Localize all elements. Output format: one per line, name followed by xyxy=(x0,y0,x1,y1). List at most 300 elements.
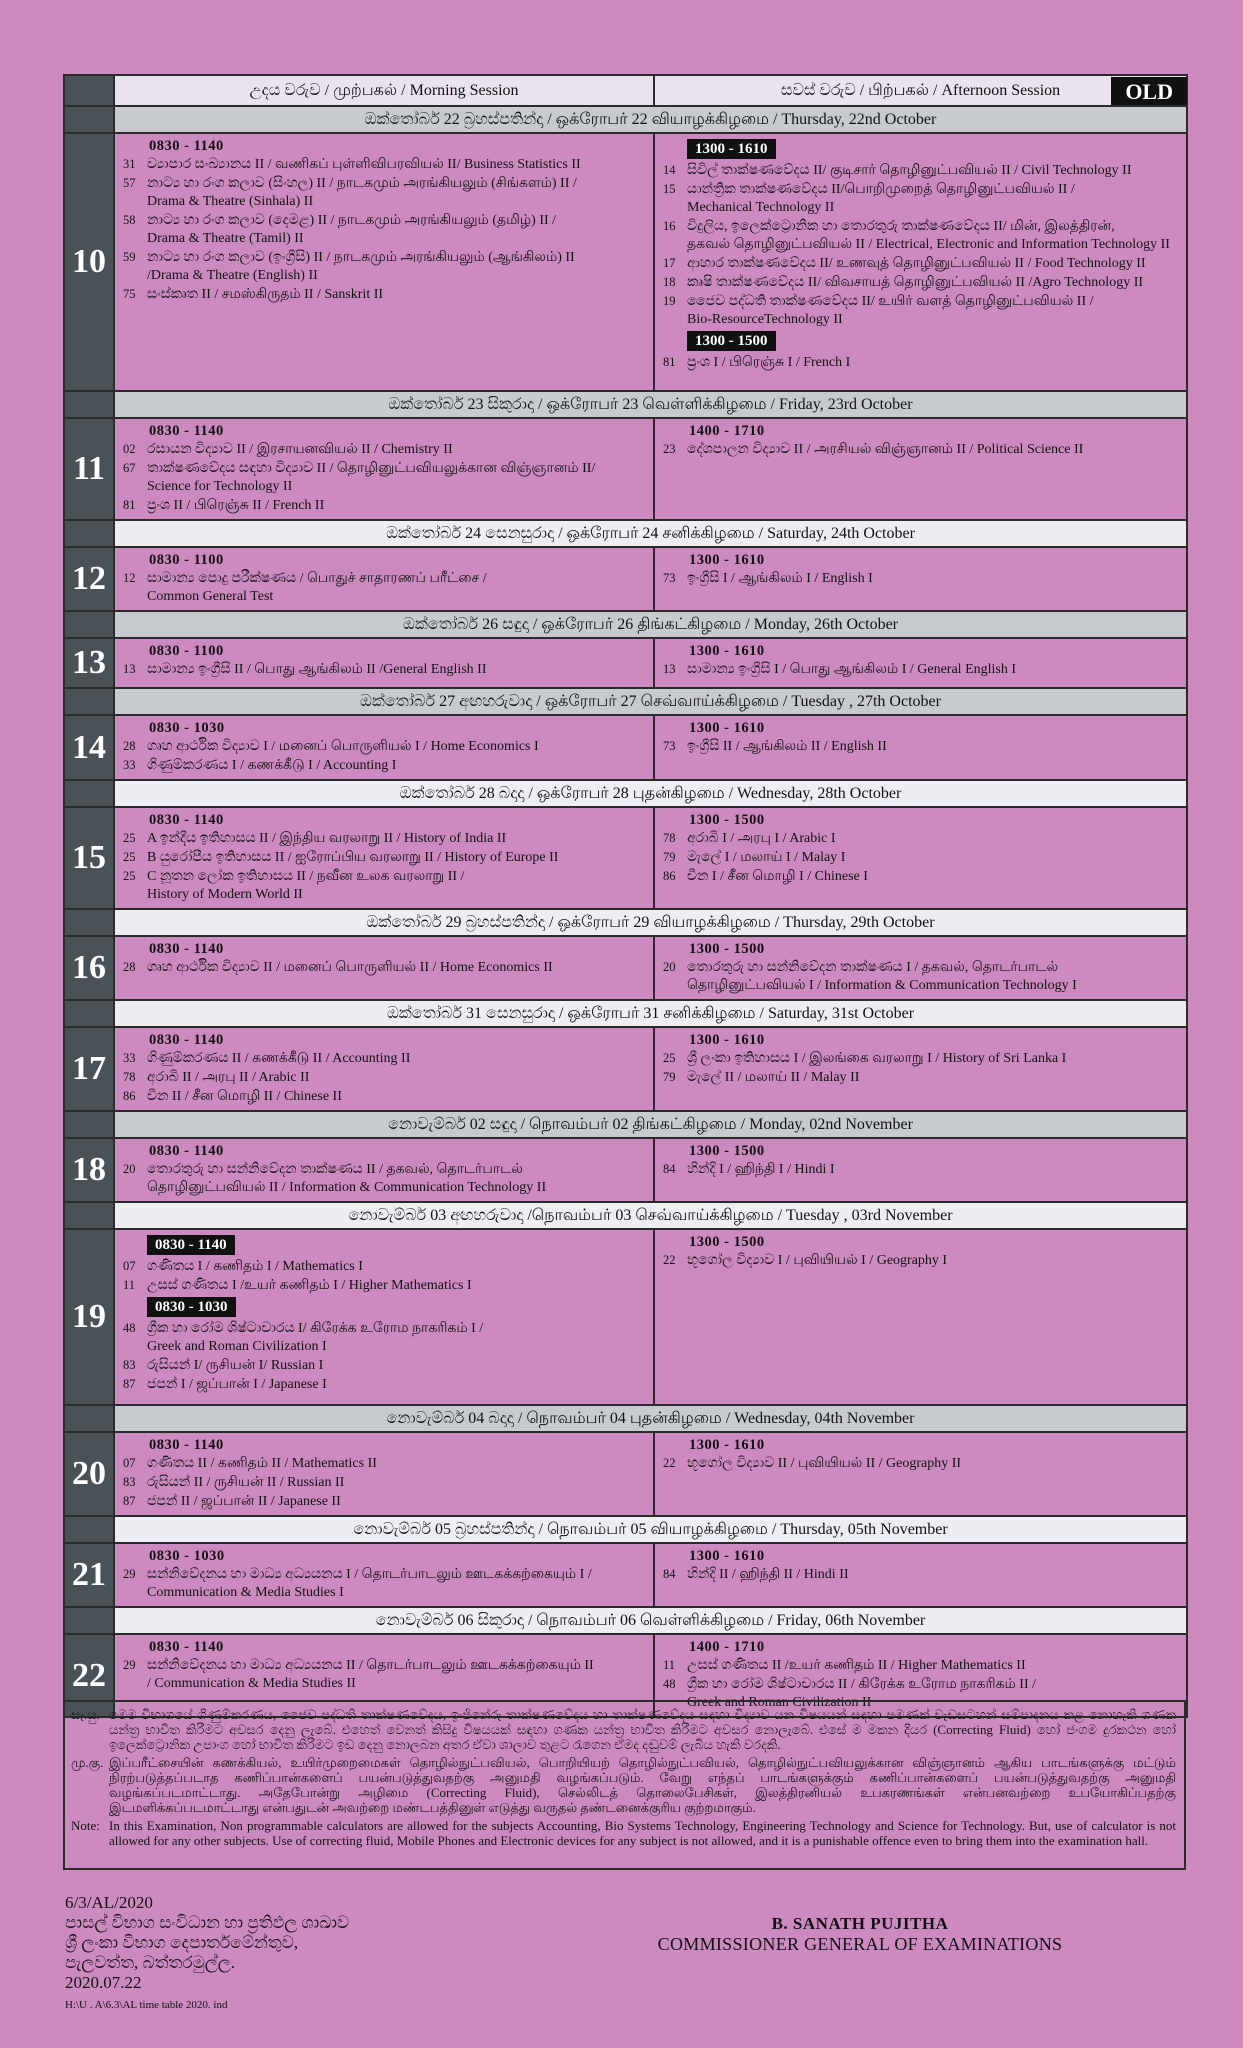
subject-line xyxy=(123,867,647,886)
subject-line xyxy=(663,254,1180,273)
date-row xyxy=(64,106,1187,133)
subject-code: 22 xyxy=(663,1456,676,1470)
date-row-gutter xyxy=(64,611,114,638)
session-row xyxy=(64,638,1187,688)
afternoon-session-header-cell xyxy=(654,75,1187,106)
day-number: 20 xyxy=(64,1432,114,1516)
date-row-gutter xyxy=(64,1202,114,1229)
morning-session-cell xyxy=(114,418,654,520)
day-number: 22 xyxy=(64,1634,114,1717)
subject-name: ඉංග්‍රීසි II / ஆங்கிலம் II / English II xyxy=(687,739,887,754)
exam-date: ඔක්තෝබර් 29 බ්‍රහස්පතින්දා / ஒக்ரோபர் 29 வியாழக்கிழமை / Thursday, 29th October xyxy=(114,909,1187,936)
date-row-gutter xyxy=(64,1000,114,1027)
subject-name: අරාබි I / அரபு I / Arabic I xyxy=(687,831,836,846)
session-time: 1300 - 1610 xyxy=(689,720,765,736)
subject-line xyxy=(123,496,647,515)
office-line: ශ්‍රී ලංකා විභාග දෙපාර්තමේන්තුව, xyxy=(65,1933,299,1952)
subject-code: 79 xyxy=(663,1070,676,1084)
session-row xyxy=(64,1229,1187,1405)
morning-session-cell xyxy=(114,715,654,780)
subject-name-continued: Common General Test xyxy=(147,589,274,604)
afternoon-session-cell xyxy=(654,1138,1187,1202)
subject-code: 59 xyxy=(123,250,136,264)
session-time: 1300 - 1610 xyxy=(689,643,765,659)
subject-name-continued: Drama & Theatre (Sinhala) II xyxy=(147,194,314,209)
subject-line xyxy=(123,1087,647,1106)
subject-name: රුසියන් II / ருசியன் II / Russian II xyxy=(147,1475,345,1490)
subject-code: 58 xyxy=(123,213,136,227)
subject-line xyxy=(123,1257,647,1276)
office-line: පාසල් විභාග සංවිධාන හා ප්‍රතිඵල ශාඛාව xyxy=(65,1913,350,1932)
subject-line xyxy=(123,174,647,193)
subject-name: උසස් ගණිතය II /உயர் கணிதம் II / Higher Mathematics II xyxy=(687,1658,1026,1673)
session-time: 0830 - 1030 xyxy=(149,720,225,736)
session-time: 1400 - 1710 xyxy=(689,423,765,439)
subject-name-continued: தொழினுட்பவியல் I / Information & Communication Technology I xyxy=(687,978,1077,993)
morning-session-cell xyxy=(114,1138,654,1202)
session-time: 1300 - 1610 xyxy=(689,1548,765,1564)
session-row xyxy=(64,1138,1187,1202)
session-time: 1300 - 1500 xyxy=(689,941,765,957)
subject-line xyxy=(123,285,647,304)
session-row xyxy=(64,807,1187,909)
subject-code: 11 xyxy=(123,1278,136,1292)
file-reference: H:\U . A\6.3\AL time table 2020. ind xyxy=(65,1999,228,2011)
date-row xyxy=(64,520,1187,547)
afternoon-session-cell xyxy=(654,715,1187,780)
date-row-gutter xyxy=(64,1111,114,1138)
session-time: 0830 - 1140 xyxy=(149,138,224,154)
session-time: 0830 - 1140 xyxy=(149,1639,224,1655)
subject-name: සාමාන්‍ය පොදු පරීක්ෂණය / பொதுச் சாதாரணப் பரீட்சை / xyxy=(147,571,487,586)
subject-code: 73 xyxy=(663,739,676,753)
subject-line xyxy=(663,1656,1180,1675)
subject-code: 25 xyxy=(123,831,136,845)
exam-date: ඔක්තෝබර් 24 සෙනසුරාදා / ஒக்ரோபர் 24 சனிக்கிழமை / Saturday, 24th October xyxy=(114,520,1187,547)
subject-name: ආහාර තාක්ෂණවේදය II/ உணவுத் தொழினுட்பவியல் II / Food Technology II xyxy=(687,256,1146,271)
subject-line xyxy=(123,459,647,478)
subject-name: නාට්‍ය හා රංග කලාව (දෙමළ) II / நாடகமும் அரங்கியலும் (தமிழ்) II / xyxy=(147,213,557,228)
subject-code: 75 xyxy=(123,287,136,301)
subject-name: ගිණුම්කරණය I / கணக்கீடு I / Accounting I xyxy=(147,758,397,773)
morning-session-header: උදය වරුව / முற்பகல் / Morning Session xyxy=(114,75,654,106)
day-number: 15 xyxy=(64,807,114,909)
morning-session-cell xyxy=(114,133,654,391)
subject-code: 87 xyxy=(123,1494,136,1508)
subject-line xyxy=(663,161,1180,180)
note-label: மு.கு. xyxy=(71,1755,104,1770)
day-number: 16 xyxy=(64,936,114,1000)
subject-name: උසස් ගණිතය I /உயர் கணிதம் I / Higher Mathematics I xyxy=(147,1278,472,1293)
subject-line xyxy=(663,1565,1180,1584)
subject-line xyxy=(663,292,1180,311)
exam-date: නොවැම්බර් 05 බ්‍රහස්පතින්දා / நொவம்பர் 05 வியாழக்கிழமை / Thursday, 05th November xyxy=(114,1516,1187,1543)
subject-name-continued: Bio-ResourceTechnology II xyxy=(687,312,843,327)
subject-code: 33 xyxy=(123,758,136,772)
subject-name: B යුරෝපීය ඉතිහාසය II / ஐரோப்பிய வரலாறு II / History of Europe II xyxy=(147,850,559,865)
subject-name: සන්නිවේදනය හා මාධ්‍ය අධ්‍යයනය II / தொடர்பாடலும் ஊடகக்கற்கையும் II xyxy=(147,1658,594,1673)
subject-line xyxy=(663,440,1180,459)
subject-code: 81 xyxy=(663,355,676,369)
note-row xyxy=(71,1818,1176,1848)
session-row xyxy=(64,936,1187,1000)
subject-name-continued: Communication & Media Studies I xyxy=(147,1585,344,1600)
subject-name: ජපන් II / ஜப்பான் II / Japanese II xyxy=(147,1494,341,1509)
session-row xyxy=(64,547,1187,611)
subject-code: 12 xyxy=(123,571,136,585)
subject-line xyxy=(663,569,1180,588)
commissioner-name: B. SANATH PUJITHA xyxy=(771,1914,949,1933)
subject-line xyxy=(663,1160,1180,1179)
subject-line xyxy=(663,867,1180,886)
afternoon-session-cell xyxy=(654,1027,1187,1111)
note-text: இப்பரீட்சையின் கணக்கியல், உயிர்முறைமைகள் தொழில்நுட்பவியல், பொறியியற் தொழில்நுட்பவியல், தொழில்நுட்பவியலுக்கான விஞ்ஞானம் ஆகிய பாடங்களுக்கு மட்டும் நிரற்படுத்தப்படாத கணிப்பான்களைப் பயன்படுத்துவதற்கு அனுமதி வழங்கப்படும். வேறு எந்தப் பாடங்களுக்கும் கணிப்பான்களைப் பயன்படுத்துவதற்கு அனுமதி வழங்கப்படமாட்டாது. அதேபோன்று அழிமை (Correcting Fluid), செல்லிடத் தொலைபேசிகள், இலத்திரனியல் உபகரணங்கள் என்பனவற்றை உபயோகிப்பதற்கு இடமளிக்கப்படமாட்டாது என்பதுடன் அவற்றை மண்டபத்தினுள் எடுத்து வருதல் தண்டனைக்குரிய குற்றமாகும். xyxy=(109,1755,1176,1815)
subject-code: 14 xyxy=(663,163,676,177)
subject-name: දේශපාලන විද්‍යාව II / அரசியல் விஞ்ஞானம் II / Political Science II xyxy=(687,442,1084,457)
day-number: 21 xyxy=(64,1543,114,1607)
subject-name: සාමාන්‍ය ඉංග්‍රීසි I / பொது ஆங்கிலம் I / General English I xyxy=(687,662,1017,677)
date-row-gutter xyxy=(64,909,114,936)
subject-line xyxy=(663,1068,1180,1087)
exam-date: ඔක්තෝබර් 27 අඟහරුවාදා / ஒக்ரோபர் 27 செவ்வாய்க்கிழமை / Tuesday , 27th October xyxy=(114,688,1187,715)
note-label: Note: xyxy=(71,1818,100,1833)
subject-code: 28 xyxy=(123,739,136,753)
subject-code: 78 xyxy=(123,1070,136,1084)
subject-line xyxy=(123,1276,647,1295)
subject-code: 19 xyxy=(663,294,676,308)
morning-session-cell xyxy=(114,1027,654,1111)
session-time: 0830 - 1140 xyxy=(149,423,224,439)
date-row-gutter xyxy=(64,1516,114,1543)
subject-name: ග්‍රීක හා රෝම ශිෂ්ටාචාරය I/ கிரேக்க உரோம நாகரிகம் I / xyxy=(147,1321,484,1336)
subject-code: 16 xyxy=(663,219,676,233)
subject-name: මැලේ I / மலாய் I / Malay I xyxy=(687,850,846,865)
date-row xyxy=(64,1202,1187,1229)
subject-line xyxy=(663,1454,1180,1473)
exam-notes xyxy=(63,1700,1186,1870)
day-number: 13 xyxy=(64,638,114,688)
session-time: 0830 - 1140 xyxy=(147,1235,235,1255)
morning-session-cell xyxy=(114,638,654,688)
subject-name: ග්‍රීක හා රෝම ශිෂ්ටාචාරය II / கிரேக்க உரோம நாகரிகம் II / xyxy=(687,1677,1036,1692)
subject-name: ජපන් I / ஜப்பான் I / Japanese I xyxy=(147,1377,327,1392)
subject-line xyxy=(123,1565,647,1584)
session-header-row xyxy=(64,75,1187,106)
subject-code: 79 xyxy=(663,850,676,864)
subject-name: ශ්‍රී ලංකා ඉතිහාසය I / இலங்கை வரலாறு I / History of Sri Lanka I xyxy=(687,1051,1067,1066)
subject-line xyxy=(123,1454,647,1473)
subject-name: සිවිල් තාක්ෂණවේදය II/ குடிசார் தொழினுட்பவியல் II / Civil Technology II xyxy=(687,163,1132,178)
subject-code: 67 xyxy=(123,461,136,475)
day-number: 12 xyxy=(64,547,114,611)
subject-line xyxy=(663,848,1180,867)
note-text: මෙම විභාගයේ ගිණුම්කරණය, ජෛව පද්ධති තාක්ෂණවේදය, ඉංජිනේරු තාක්ෂණවේදය හා තාක්ෂණවේදය සඳහා විද්‍යාව යන විෂයයන් සඳහා පමණක් වැඩසටහන් සම්පාදනය කළ නොහැකි ගණක යන්ත්‍ර භාවිත කිරීමට අවසර දෙනු ලැබේ. එහෙත් වෙනත් කිසිදු විෂයයක් සඳහා ගණක යන්ත්‍ර භාවිත කිරීමට අවසර නොලැබේ. එසේ ම මකන දියර (Correcting Fluid) හෝ ජංගම දුරකථන හෝ ඉලෙක්ට්‍රොනික උපාංග හෝ භාවිත කිරීමට ඉඩ දෙනු නොලබන අතර ඒවා ශාලාව තුළට රැගෙන ඒමද දඬුවම් ලැබිය හැකි වරදකි. xyxy=(109,1707,1176,1752)
session-time: 1300 - 1610 xyxy=(687,139,776,159)
subject-code: 23 xyxy=(663,442,676,456)
subject-name: භූගෝල විද්‍යාව I / புவியியல் I / Geography I xyxy=(687,1253,948,1268)
subject-line xyxy=(663,217,1180,236)
subject-name: කෘෂි තාක්ෂණවේදය II/ விவசாயத் தொழினுட்பவியல் II /Agro Technology II xyxy=(687,275,1144,290)
session-time: 0830 - 1100 xyxy=(149,643,224,659)
exam-date: ඔක්තෝබර් 22 බ්‍රහස්පතින්දා / ஒக்ரோபர் 22 வியாழக்கிழமை / Thursday, 22nd October xyxy=(114,106,1187,133)
afternoon-session-header: සවස් වරුව / பிற்பகல் / Afternoon Session xyxy=(780,81,1061,99)
exam-date: ඔක්තෝබර් 28 බදාදා / ஒக்ரோபர் 28 புதன்கிழமை / Wednesday, 28th October xyxy=(114,780,1187,807)
morning-session-cell xyxy=(114,807,654,909)
subject-code: 33 xyxy=(123,1051,136,1065)
morning-session-cell xyxy=(114,1229,654,1405)
date-row-gutter xyxy=(64,391,114,418)
subject-line xyxy=(663,1675,1180,1694)
subject-line xyxy=(663,353,1180,372)
subject-line xyxy=(123,829,647,848)
subject-code: 28 xyxy=(123,960,136,974)
subject-code: 29 xyxy=(123,1658,136,1672)
subject-line xyxy=(123,155,647,174)
subject-name-continued: /Drama & Theatre (English) II xyxy=(147,268,318,283)
subject-line xyxy=(123,1068,647,1087)
subject-code: 13 xyxy=(663,662,676,676)
subject-code: 81 xyxy=(123,498,136,512)
subject-code: 22 xyxy=(663,1253,676,1267)
subject-name: හින්දි II / ஹிந்தி II / Hindi II xyxy=(687,1567,849,1582)
note-label: සැ.යු. xyxy=(71,1707,100,1722)
session-row xyxy=(64,715,1187,780)
subject-code: 17 xyxy=(663,256,676,270)
subject-code: 73 xyxy=(663,571,676,585)
note-row xyxy=(71,1755,1176,1815)
office-line: 6/3/AL/2020 xyxy=(65,1893,153,1912)
subject-line xyxy=(123,1356,647,1375)
subject-name: තොරතුරු හා සන්නිවේදන තාක්ෂණය II / தகவல், தொடர்பாடல் xyxy=(147,1162,523,1177)
subject-line xyxy=(663,1251,1180,1270)
subject-code: 18 xyxy=(663,275,676,289)
subject-name: ඉංග්‍රීසි I / ஆங்கிலம் I / English I xyxy=(687,571,873,586)
date-row xyxy=(64,1111,1187,1138)
date-row-gutter xyxy=(64,780,114,807)
subject-line xyxy=(663,660,1180,679)
day-number: 10 xyxy=(64,133,114,391)
morning-session-cell xyxy=(114,1543,654,1607)
subject-name-continued: Science for Technology II xyxy=(147,479,293,494)
session-time: 0830 - 1140 xyxy=(149,1032,224,1048)
subject-name: සංස්කෘත II / சமஸ்கிருதம் II / Sanskrit II xyxy=(147,287,384,302)
note-row xyxy=(71,1707,1176,1752)
date-row xyxy=(64,688,1187,715)
date-row-gutter xyxy=(64,688,114,715)
session-time: 0830 - 1030 xyxy=(149,1548,225,1564)
session-time: 0830 - 1140 xyxy=(149,1143,224,1159)
subject-name: තොරතුරු හා සන්නිවේදන තාක්ෂණය I / தகவல், தொடர்பாடல் xyxy=(687,960,1059,975)
date-row-gutter xyxy=(64,1405,114,1432)
subject-code: 78 xyxy=(663,831,676,845)
office-line: පැලවත්ත, බත්තරමුල්ල. xyxy=(65,1953,235,1972)
afternoon-session-cell xyxy=(654,638,1187,688)
subject-line xyxy=(123,1656,647,1675)
afternoon-session-cell xyxy=(654,1229,1187,1405)
subject-line xyxy=(123,1319,647,1338)
day-number: 18 xyxy=(64,1138,114,1202)
subject-name-continued: Greek and Roman Civilization II xyxy=(687,1695,872,1710)
subject-line xyxy=(123,958,647,977)
day-number: 17 xyxy=(64,1027,114,1111)
subject-line xyxy=(663,958,1180,977)
subject-line xyxy=(663,737,1180,756)
subject-line xyxy=(123,756,647,775)
subject-code: 25 xyxy=(123,869,136,883)
subject-code: 86 xyxy=(123,1089,136,1103)
subject-line xyxy=(123,1375,647,1394)
subject-name: ගෘහ ආර්ථික විද්‍යාව I / மனைப் பொருளியல் I / Home Economics I xyxy=(147,739,539,754)
header-corner xyxy=(64,75,114,106)
afternoon-session-cell xyxy=(654,133,1187,391)
subject-name: රුසියන් I/ ருசியன் I/ Russian I xyxy=(147,1358,324,1373)
subject-line xyxy=(123,1492,647,1511)
subject-name: C නූතන ලෝක ඉතිහාසය II / நவீன உலக வரலாறு II / xyxy=(147,869,465,884)
exam-date: ඔක්තෝබර් 23 සිකුරාදා / ஒக்ரோபர் 23 வெள்ளிக்கிழமை / Friday, 23rd October xyxy=(114,391,1187,418)
subject-name: චීන II / சீன மொழி II / Chinese II xyxy=(147,1089,342,1104)
afternoon-session-cell xyxy=(654,418,1187,520)
afternoon-session-cell xyxy=(654,1543,1187,1607)
note-text: In this Examination, Non programmable calculators are allowed for the subjects Accounting, Bio Systems Technology, Engineering Technology and Science for Technology. But, use of calculator is not allowed for any other subjects. Use of correcting fluid, Mobile Phones and Electronic devices for any subject is not allowed, and it is a punishable offence even to bring them into the examination hall. xyxy=(109,1818,1176,1848)
session-row xyxy=(64,1432,1187,1516)
subject-code: 48 xyxy=(663,1677,676,1691)
session-time: 1300 - 1610 xyxy=(689,1032,765,1048)
afternoon-session-cell xyxy=(654,936,1187,1000)
subject-name: යාන්ත්‍රික තාක්ෂණවේදය II/பொறிமுறைத் தொழினுட்பவியல் II / xyxy=(687,182,1075,197)
subject-name: ප්‍රංශ I / பிரெஞ்சு I / French I xyxy=(687,355,851,370)
subject-code: 20 xyxy=(123,1162,136,1176)
subject-name: ගණිතය II / கணிதம் II / Mathematics II xyxy=(147,1456,377,1471)
subject-line xyxy=(663,180,1180,199)
subject-name: අරාබි II / அரபு II / Arabic II xyxy=(147,1070,310,1085)
session-time: 1300 - 1610 xyxy=(689,1437,765,1453)
subject-line xyxy=(123,1049,647,1068)
subject-code: 20 xyxy=(663,960,676,974)
subject-name: ජෛව පද්ධති තාක්ෂණවේදය II/ உயிர் வளத் தொழினுட்பவியல் II / xyxy=(687,294,1094,309)
date-row-gutter xyxy=(64,520,114,547)
subject-name-continued: History of Modern World II xyxy=(147,887,303,902)
session-time: 1300 - 1500 xyxy=(689,1143,765,1159)
exam-date: නොවැම්බර් 06 සිකුරාදා / நொவம்பர் 06 வெள்ளிக்கிழமை / Friday, 06th November xyxy=(114,1607,1187,1634)
subject-name: රසායන විද්‍යාව II / இரசாயனவியல் II / Chemistry II xyxy=(147,442,453,457)
subject-name: ගණිතය I / கணிதம் I / Mathematics I xyxy=(147,1259,363,1274)
subject-name-continued: Greek and Roman Civilization I xyxy=(147,1339,327,1354)
subject-code: 87 xyxy=(123,1377,136,1391)
subject-name-continued: / Communication & Media Studies II xyxy=(147,1676,356,1691)
subject-name-continued: Drama & Theatre (Tamil) II xyxy=(147,231,304,246)
subject-code: 15 xyxy=(663,182,676,196)
exam-date: ඔක්තෝබර් 26 සඳුදා / ஒக்ரோபர் 26 திங்கட்கிழமை / Monday, 26th October xyxy=(114,611,1187,638)
afternoon-session-cell xyxy=(654,1432,1187,1516)
old-syllabus-badge: OLD xyxy=(1111,77,1187,105)
subject-code: 83 xyxy=(123,1358,136,1372)
date-row-gutter xyxy=(64,106,114,133)
subject-code: 07 xyxy=(123,1456,136,1470)
subject-code: 02 xyxy=(123,442,136,456)
subject-name-continued: Mechanical Technology II xyxy=(687,200,835,215)
afternoon-session-cell xyxy=(654,547,1187,611)
subject-name: ගෘහ ආර්ථික විද්‍යාව II / மனைப் பொருளியல் II / Home Economics II xyxy=(147,960,553,975)
date-row xyxy=(64,1000,1187,1027)
subject-line xyxy=(123,248,647,267)
subject-code: 84 xyxy=(663,1162,676,1176)
exam-date: ඔක්තෝබර් 31 සෙනසුරාදා / ஒக்ரோபர் 31 சனிக்கிழமை / Saturday, 31st October xyxy=(114,1000,1187,1027)
subject-line xyxy=(123,1473,647,1492)
subject-code: 29 xyxy=(123,1567,136,1581)
session-time: 1300 - 1500 xyxy=(689,1234,765,1250)
morning-session-cell xyxy=(114,936,654,1000)
subject-name-continued: தகவல் தொழினுட்பவியல் II / Electrical, Electronic and Information Technology II xyxy=(687,237,1170,252)
session-time: 1300 - 1610 xyxy=(689,552,765,568)
subject-line xyxy=(123,660,647,679)
commissioner-title: COMMISSIONER GENERAL OF EXAMINATIONS xyxy=(657,1934,1063,1954)
session-time: 0830 - 1140 xyxy=(149,1437,224,1453)
subject-line xyxy=(123,440,647,459)
subject-line xyxy=(123,737,647,756)
issuing-office xyxy=(65,1893,349,2015)
timetable-body xyxy=(64,75,1187,1717)
session-time: 1300 - 1500 xyxy=(687,331,776,351)
subject-code: 25 xyxy=(663,1051,676,1065)
subject-code: 07 xyxy=(123,1259,136,1273)
date-row xyxy=(64,780,1187,807)
subject-name: ගිණුම්කරණය II / கணக்கீடு II / Accounting II xyxy=(147,1051,411,1066)
session-row xyxy=(64,418,1187,520)
office-line: 2020.07.22 xyxy=(65,1973,142,1992)
session-time: 1300 - 1500 xyxy=(689,812,765,828)
subject-name: නාට්‍ය හා රංග කලාව (ඉංග්‍රීසි) II / நாடகமும் அரங்கியலும் (ஆங்கிலம்) II xyxy=(147,250,575,265)
subject-name: භූගෝල විද්‍යාව II / புவியியல் II / Geography II xyxy=(687,1456,962,1471)
date-row xyxy=(64,1405,1187,1432)
exam-timetable xyxy=(63,74,1188,1718)
day-number: 14 xyxy=(64,715,114,780)
subject-code: 31 xyxy=(123,157,136,171)
date-row xyxy=(64,1607,1187,1634)
subject-code: 48 xyxy=(123,1321,136,1335)
subject-name: නාට්‍ය හා රංග කලාව (සිංහල) II / நாடகமும் அரங்கியலும் (சிங்களம்) II / xyxy=(147,176,577,191)
subject-name: ව්‍යාපාර සංඛ්‍යානය II / வணிகப் புள்ளிவிபரவியல் II/ Business Statistics II xyxy=(147,157,581,172)
session-time: 0830 - 1100 xyxy=(149,552,224,568)
date-row xyxy=(64,909,1187,936)
subject-name-continued: தொழினுட்பவியல் II / Information & Communication Technology II xyxy=(147,1180,547,1195)
subject-code: 57 xyxy=(123,176,136,190)
subject-code: 83 xyxy=(123,1475,136,1489)
morning-session-cell xyxy=(114,547,654,611)
subject-line xyxy=(123,848,647,867)
subject-line xyxy=(663,273,1180,292)
session-row xyxy=(64,1027,1187,1111)
day-number: 11 xyxy=(64,418,114,520)
exam-date: නොවැම්බර් 02 සඳුදා / நொவம்பர் 02 திங்கட்கிழமை / Monday, 02nd November xyxy=(114,1111,1187,1138)
subject-code: 86 xyxy=(663,869,676,883)
date-row xyxy=(64,1516,1187,1543)
subject-name: හින්දි I / ஹிந்தி I / Hindi I xyxy=(687,1162,835,1177)
subject-line xyxy=(123,211,647,230)
subject-code: 84 xyxy=(663,1567,676,1581)
subject-code: 13 xyxy=(123,662,136,676)
exam-date: නොවැම්බර් 04 බදාදා / நொவம்பர் 04 புதன்கிழமை / Wednesday, 04th November xyxy=(114,1405,1187,1432)
session-time: 0830 - 1030 xyxy=(147,1297,236,1317)
date-row-gutter xyxy=(64,1607,114,1634)
session-time: 0830 - 1140 xyxy=(149,941,224,957)
subject-code: 25 xyxy=(123,850,136,864)
date-row xyxy=(64,391,1187,418)
subject-name: මැලේ II / மலாய் II / Malay II xyxy=(687,1070,860,1085)
day-number: 19 xyxy=(64,1229,114,1405)
subject-name: ප්‍රංශ II / பிரெஞ்சு II / French II xyxy=(147,498,325,513)
subject-name: විදුලිය, ඉලෙක්ට්‍රොනික හා තොරතුරු තාක්ෂණවේදය II/ மின், இலத்திரன், xyxy=(687,219,1115,234)
subject-line xyxy=(663,829,1180,848)
